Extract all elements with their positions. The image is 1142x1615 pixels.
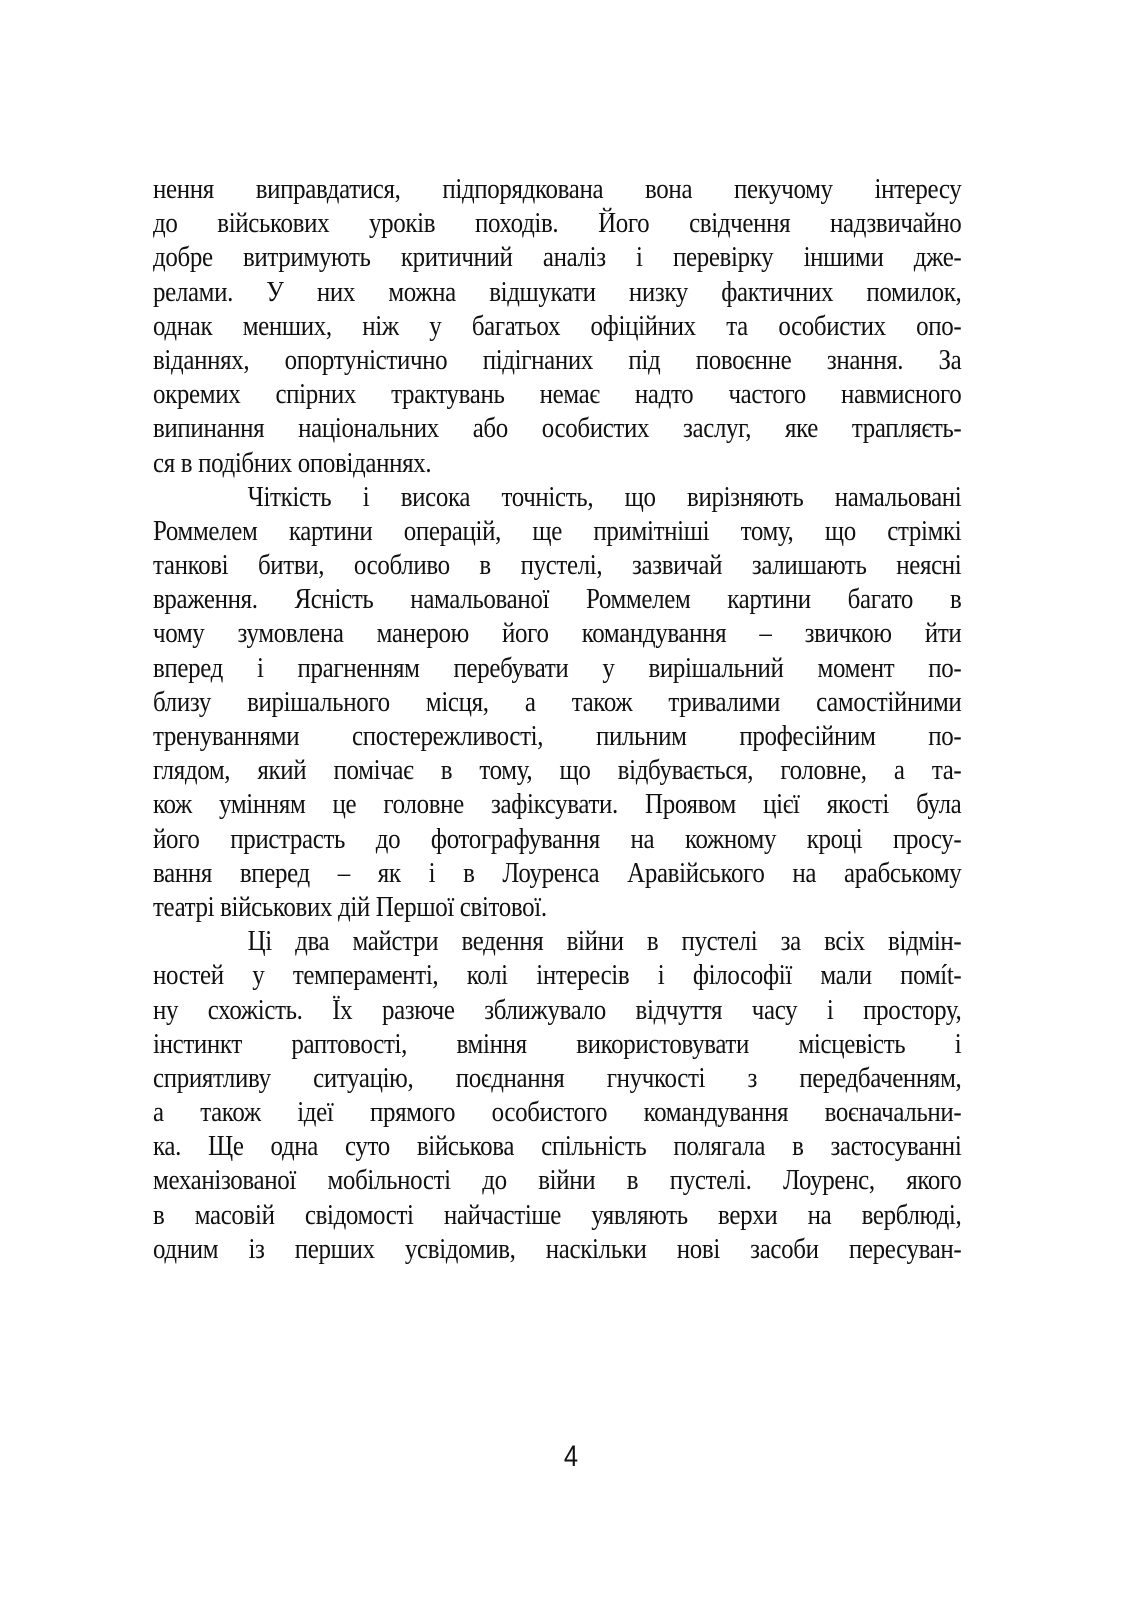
text-line: механізованої мобільності до війни в пустелі. Лоуренс, якого (153, 1164, 962, 1197)
text-line: сприятливу ситуацію, поєднання гнучкості з передбаченням, (153, 1061, 962, 1094)
text-line: кож умінням це головне зафіксувати. Проявом цієї якості була (153, 788, 962, 821)
text-line: до військових уроків походів. Його свідчення надзвичайно (153, 207, 962, 240)
text-line: в масовій свідомості найчастіше уявляють верхи на верблюді, (153, 1198, 962, 1231)
body-text (153, 172, 962, 1266)
text-line: театрі військових дій Першої світової. (153, 890, 547, 923)
paragraph-first-line: Чіткість і висока точність, що вирізняють намальовані (247, 480, 962, 513)
text-line: глядом, який помічає в тому, що відбувається, головне, а та- (153, 754, 962, 787)
text-line: ка. Ще одна суто військова спільність полягала в застосуванні (153, 1130, 962, 1163)
text-line: близу вирішального місця, а також тривалими самостійними (153, 685, 962, 718)
paragraph-first-line: Ці два майстри ведення війни в пустелі за всіх відмін- (247, 925, 962, 958)
text-line: вання вперед – як і в Лоуренса Аравійського на арабському (153, 856, 962, 889)
page-number: 4 (563, 1440, 579, 1473)
text-line: окремих спірних трактувань немає надто частого навмисного (153, 378, 962, 411)
text-line: інстинкт раптовості, вміння використовувати місцевість і (153, 1027, 962, 1060)
text-line: Роммелем картини операцій, ще примітніші тому, що стрімкі (153, 514, 962, 547)
text-line: віданнях, опортуністично підігнаних під повоєнне знання. За (153, 343, 962, 376)
text-line: чому зумовлена манерою його командування – звичкою йти (153, 617, 962, 650)
text-line: випинання національних або особистих заслуг, яке трапляєть- (153, 412, 962, 445)
text-line: релами. У них можна відшукати низку фактичних помилок, (153, 275, 962, 308)
text-line: ну схожість. Їх разюче зближувало відчуття часу і простору, (153, 993, 962, 1026)
text-line: одним із перших усвідомив, наскільки нові засоби пересуван- (153, 1232, 962, 1265)
text-line: а також ідеї прямого особистого командування воєначальни- (153, 1096, 962, 1129)
text-line: ностей у темпераменті, колі інтересів і філософії мали помít- (153, 959, 962, 992)
text-line: танкові битви, особливо в пустелі, зазвичай залишають неясні (153, 549, 962, 582)
text-line: добре витримують критичний аналіз і перевірку іншими дже- (153, 241, 962, 274)
text-line: тренуваннями спостережливості, пильним професійним по- (153, 720, 962, 752)
text-line: ся в подібних оповіданнях. (153, 446, 432, 479)
text-line: вперед і прагненням перебувати у вирішальний момент по- (153, 651, 962, 684)
text-line: його пристрасть до фотографування на кожному кроці просу- (153, 822, 962, 855)
text-line: нення виправдатися, підпорядкована вона пекучому інтересу (153, 173, 962, 205)
text-line: однак менших, ніж у багатьох офіційних та особистих опо- (153, 309, 962, 342)
text-line: враження. Ясність намальованої Роммелем картини багато в (153, 583, 962, 616)
